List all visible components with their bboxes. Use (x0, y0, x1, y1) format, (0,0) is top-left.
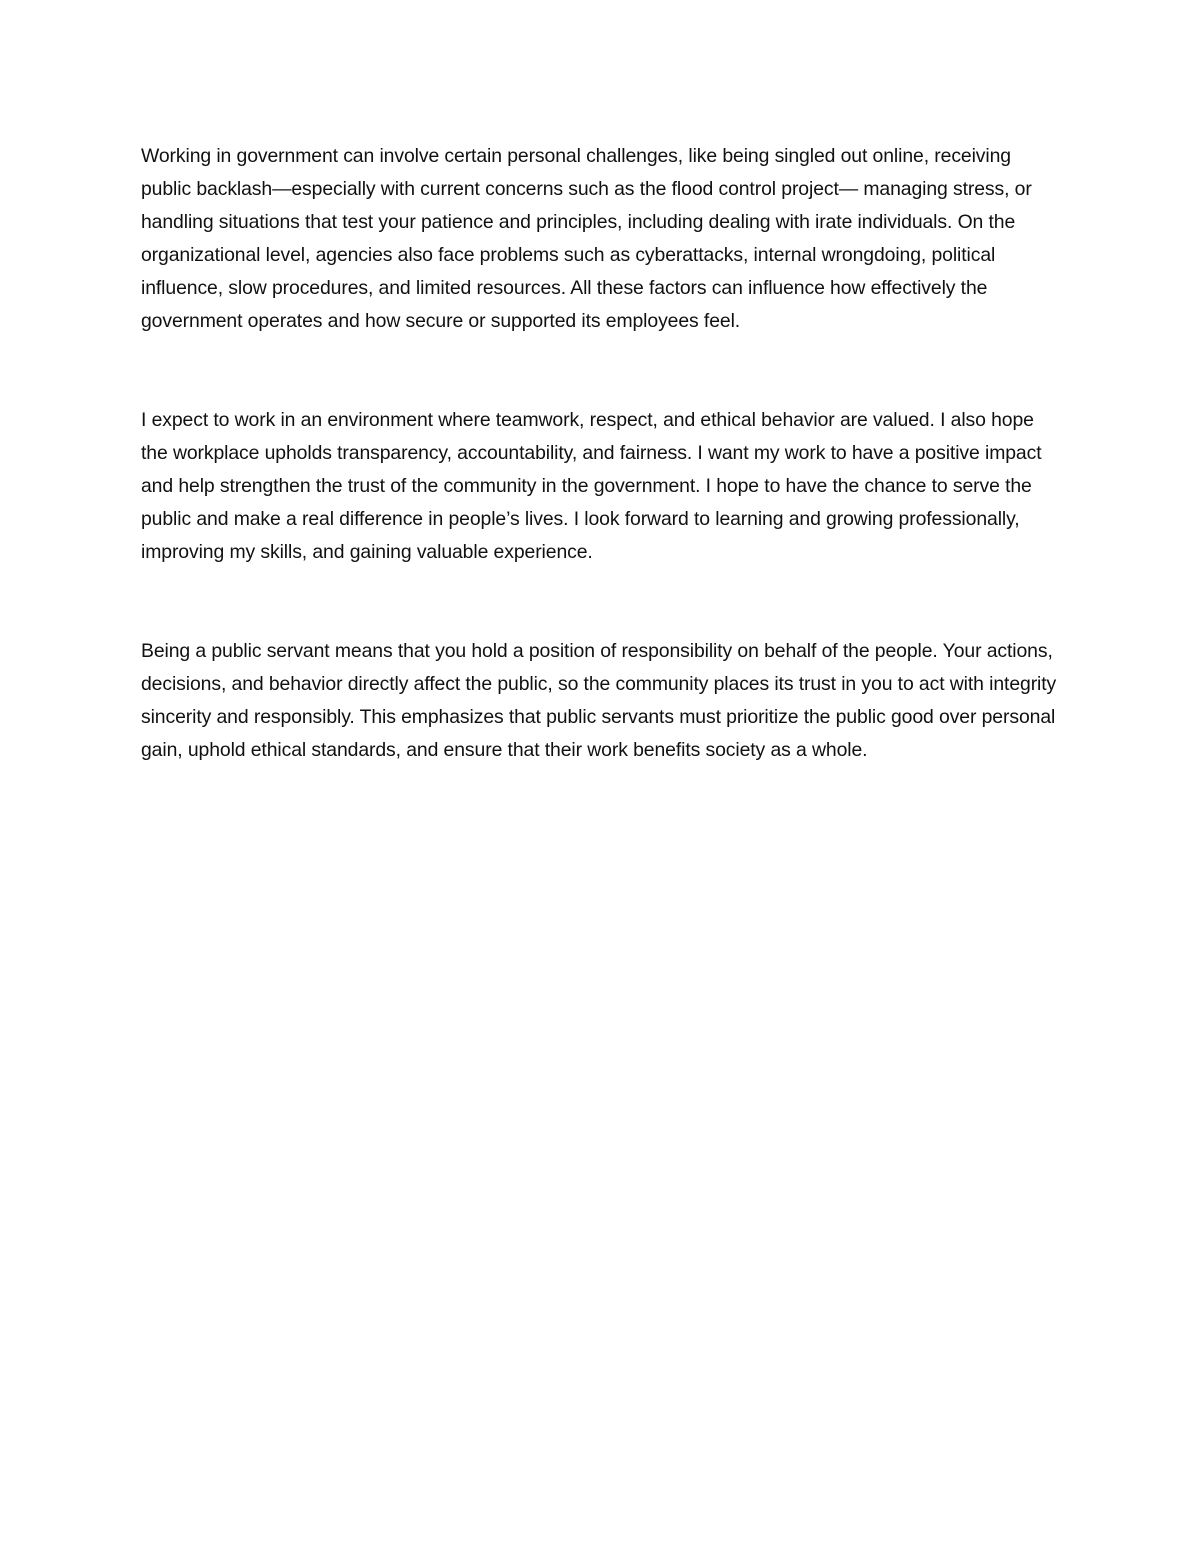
paragraph-personal-challenges: Working in government can involve certain personal challenges, like being singled out online, receiving public backlash—especially with current concerns such as the flood control project— managing stress, or handling situations that test your patience and principles, including dealing with irate individuals. On the organizational level, agencies also face problems such as cyberattacks, internal wrongdoing, political influence, slow procedures, and limited resources. All these factors can influence how effectively the government operates and how secure or supported its employees feel. (141, 145, 1032, 332)
document-body (141, 140, 1059, 767)
paragraph-public-servant-meaning: Being a public servant means that you hold a position of responsibility on behalf of the people. Your actions, decisions, and behavior directly affect the public, so the community places its trust in you to act with integrity sincerity and responsibly. This emphasizes that public servants must prioritize the public good over personal gain, uphold ethical standards, and ensure that their work benefits society as a whole. (141, 640, 1057, 761)
paragraph-workplace-expectations: I expect to work in an environment where teamwork, respect, and ethical behavior are valued. I also hope the workplace upholds transparency, accountability, and fairness. I want my work to have a positive impact and help strengthen the trust of the community in the government. I hope to have the chance to serve the public and make a real difference in people’s lives. I look forward to learning and growing professionally, improving my skills, and gaining valuable experience. (141, 409, 1042, 563)
